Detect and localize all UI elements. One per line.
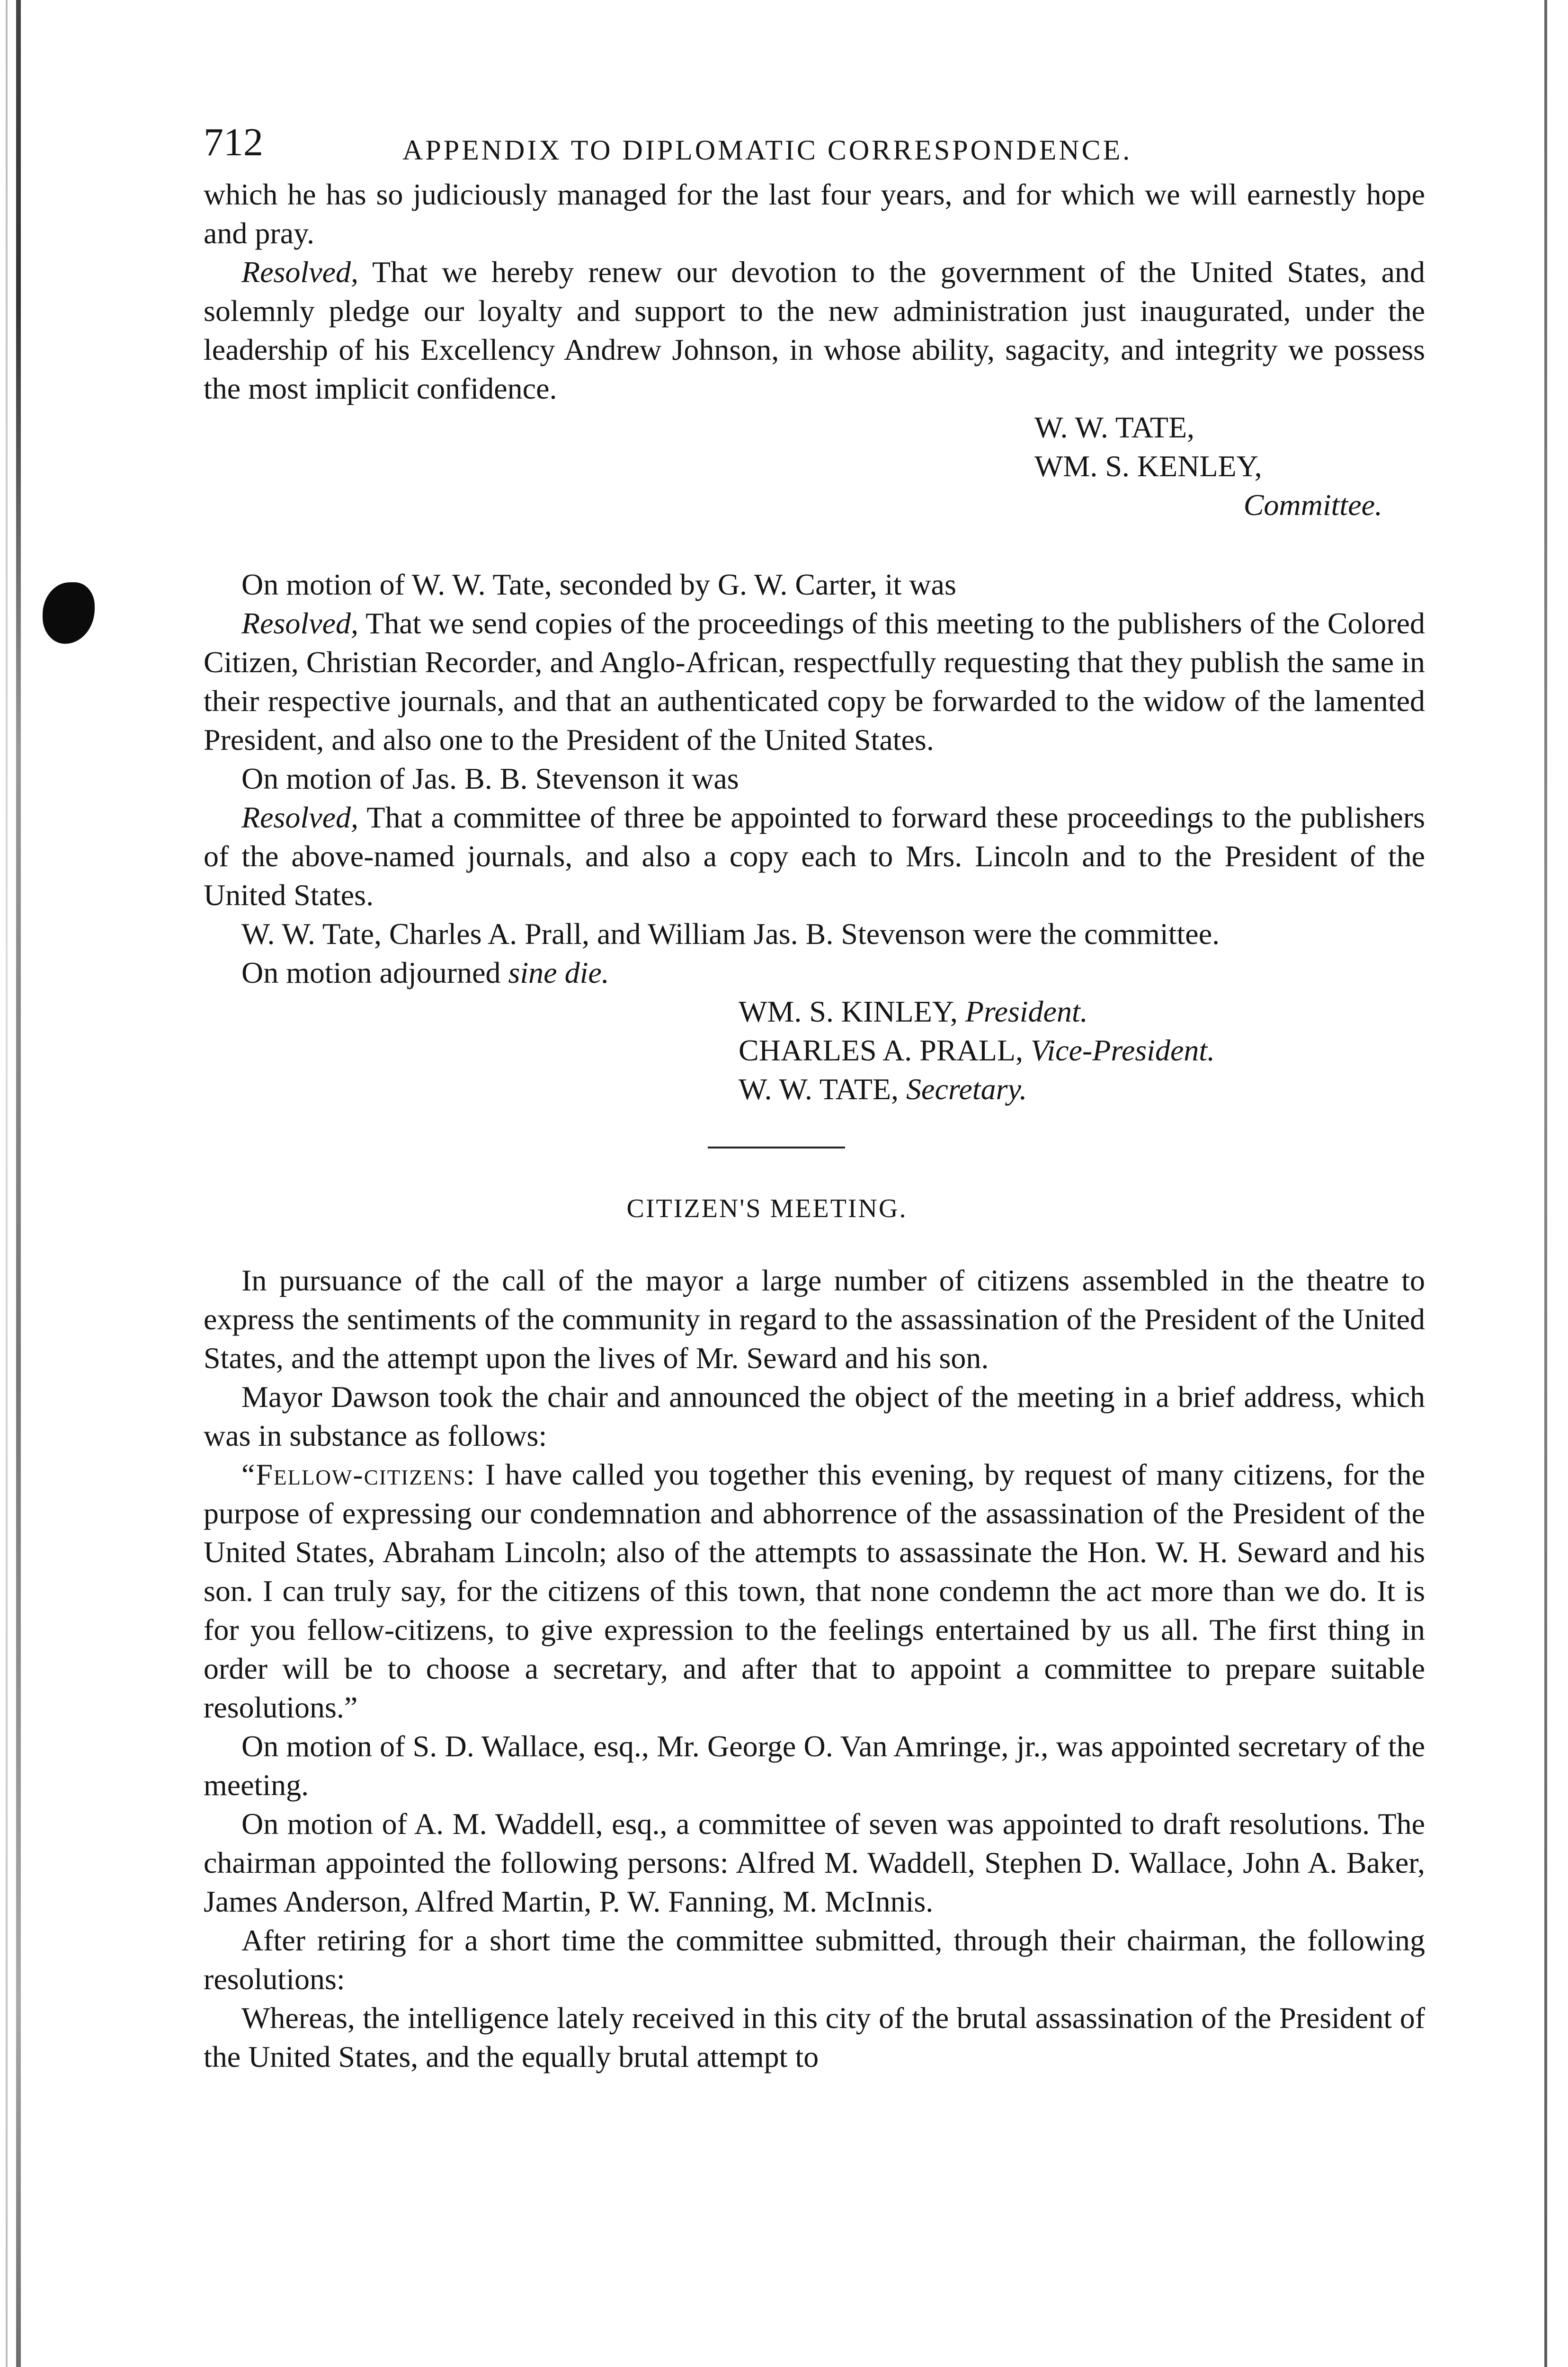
ink-smudge xyxy=(43,582,95,644)
committee-role: Committee. xyxy=(1243,488,1382,522)
spacer xyxy=(204,1109,1425,1147)
spacer xyxy=(204,525,1425,565)
body-paragraph: On motion of A. M. Waddell, esq., a committee of seven was appointed to draft resolutions. The chairman appointed the following persons: Alfred M. Waddell, Stephen D. Wallace, John A. Baker, James Anderson, Alfred Martin, P. W. Fanning, M. McInnis. xyxy=(204,1807,1425,1918)
body-paragraph: In pursuance of the call of the mayor a large number of citizens assembled in the theatre to express the sentiments of the community in regard to the assassination of the President of the United States, and the attempt upon the lives of Mr. Seward and his son. xyxy=(204,1264,1425,1375)
adjourn-italic: sine die. xyxy=(508,956,609,989)
speech-text: I have called you together this evening, by request of many citizens, for the purpose of expressing our condemnation and abhorrence of the assassination of the President of the United States, Abraham Lincoln; also of the attempts to assassinate the Hon. W. H. Seward and his son. I can truly say, for the citizens of this town, that none condemn the act more than we do. It is for you fellow-citizens, to give expression to the feelings entertained by us all. The first thing in order will be to choose a secretary, and after that to appoint a committee to prepare suitable resolutions.” xyxy=(204,1458,1425,1724)
continuation-paragraph: which he has so judiciously managed for the last four years, and for which we will earnestly hope and pray. xyxy=(204,178,1425,250)
right-page-edge xyxy=(1544,0,1547,2367)
officer-role: President. xyxy=(965,995,1088,1028)
page-number: 712 xyxy=(204,120,263,164)
officer-role: Secretary. xyxy=(906,1072,1027,1106)
officer-signature xyxy=(739,992,1425,1031)
resolved-label: Resolved, xyxy=(241,255,358,289)
committee-paragraph: W. W. Tate, Charles A. Prall, and William Jas. B. Stevenson were the committee. xyxy=(241,917,1220,951)
speech-paragraph xyxy=(204,1455,1425,1727)
section-title: CITIZEN'S MEETING. xyxy=(626,1194,908,1223)
resolved-label: Resolved, xyxy=(241,801,358,834)
page-edge-shadow xyxy=(6,0,8,2367)
body-paragraph: On motion of S. D. Wallace, esq., Mr. George O. Van Amringe, jr., was appointed secretary of the meeting. xyxy=(204,1729,1425,1802)
body-paragraph: After retiring for a short time the committee submitted, through their chairman, the following resolutions: xyxy=(204,1923,1425,1996)
adjourn-paragraph xyxy=(204,953,1425,992)
resolution-text: That a committee of three be appointed to forward these proceedings to the publishers of the above-named journals, and also a copy each to Mrs. Lincoln and to the President of the United States. xyxy=(204,801,1425,912)
running-title: APPENDIX TO DIPLOMATIC CORRESPONDENCE. xyxy=(402,134,1132,166)
speech-salutation: “Fellow-citizens: xyxy=(241,1458,476,1491)
officer-signature xyxy=(739,1070,1425,1109)
resolution-text: That we send copies of the proceedings of this meeting to the publishers of the Colored Citizen, Christian Recorder, and Anglo-African, respectfully requesting that they publish the same in their respective journals, and that an authenticated copy be forwarded to the widow of the lamented President, and also one to the President of the United States. xyxy=(204,606,1425,756)
officer-name: WM. S. KINLEY, xyxy=(739,995,958,1028)
body-paragraph: Whereas, the intelligence lately received in this city of the brutal assassination of the President of the United States, and the equally brutal attempt to xyxy=(204,2001,1425,2073)
binding-edge xyxy=(16,0,21,2367)
officer-role: Vice-President. xyxy=(1030,1033,1215,1067)
committee-signature: W. W. TATE, xyxy=(1034,410,1195,444)
body-paragraph: Mayor Dawson took the chair and announced the object of the meeting in a brief address, which was in substance as follows: xyxy=(204,1380,1425,1452)
resolution-paragraph xyxy=(204,604,1425,759)
resolution-paragraph xyxy=(204,253,1425,408)
committee-signature: WM. S. KENLEY, xyxy=(1034,449,1262,483)
adjourn-text: On motion adjourned xyxy=(241,956,508,989)
officer-name: W. W. TATE, xyxy=(739,1072,899,1106)
section-divider xyxy=(708,1147,845,1148)
officer-name: CHARLES A. PRALL, xyxy=(739,1033,1023,1067)
motion-paragraph: On motion of Jas. B. B. Stevenson it was xyxy=(241,762,739,795)
resolved-label: Resolved, xyxy=(241,606,358,640)
page-body xyxy=(204,120,1425,2076)
resolution-paragraph xyxy=(204,798,1425,915)
running-header xyxy=(204,120,1425,175)
officer-signature xyxy=(739,1031,1425,1070)
motion-paragraph: On motion of W. W. Tate, seconded by G. W. Carter, it was xyxy=(241,568,956,601)
resolution-text: That we hereby renew our devotion to the government of the United States, and solemnly pledge our loyalty and support to the new administration just inaugurated, under the leadership of his Excellency Andrew Johnson, in whose ability, sagacity, and integrity we possess the most implicit confidence. xyxy=(204,255,1425,405)
